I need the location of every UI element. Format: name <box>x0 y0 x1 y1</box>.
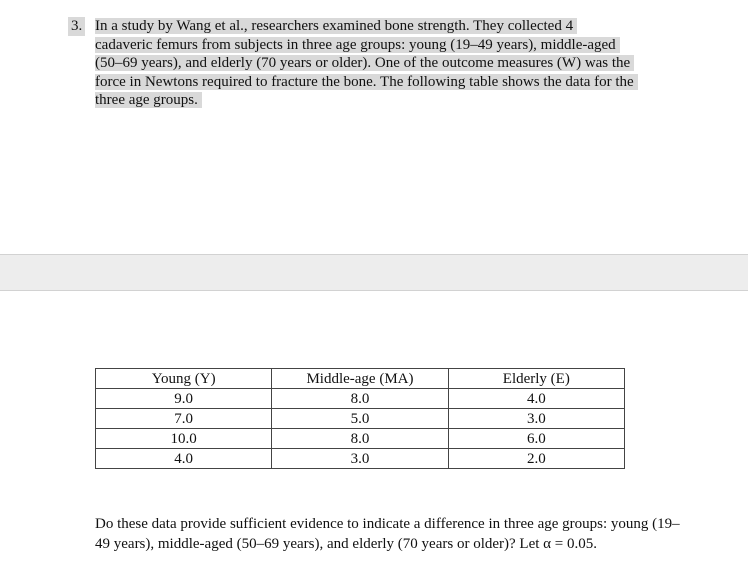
table-cell: 9.0 <box>96 389 272 409</box>
question-line <box>95 54 638 73</box>
question-line <box>95 36 638 55</box>
table-row <box>96 449 625 469</box>
table-cell: 2.0 <box>448 449 624 469</box>
table-row <box>96 389 625 409</box>
table-row <box>96 429 625 449</box>
data-table <box>95 368 625 469</box>
question-line-text: (50–69 years), and elderly (70 years or older). One of the outcome measures (W) was the <box>95 55 634 71</box>
table-cell: 4.0 <box>96 449 272 469</box>
table-row <box>96 409 625 429</box>
column-header-elderly: Elderly (E) <box>448 369 624 389</box>
table-cell: 10.0 <box>96 429 272 449</box>
table-cell: 4.0 <box>448 389 624 409</box>
table-cell: 6.0 <box>448 429 624 449</box>
question-line <box>95 17 638 36</box>
table-cell: 3.0 <box>448 409 624 429</box>
table-cell: 3.0 <box>272 449 448 469</box>
table-header-row <box>96 369 625 389</box>
question-line-text: cadaveric femurs from subjects in three age groups: young (19–49 years), middle-aged <box>95 37 620 53</box>
table-cell: 5.0 <box>272 409 448 429</box>
question-line-text: three age groups. <box>95 92 202 108</box>
column-header-young: Young (Y) <box>96 369 272 389</box>
column-header-middle-age: Middle-age (MA) <box>272 369 448 389</box>
page-break <box>0 254 748 291</box>
question-line <box>95 73 638 92</box>
table-cell: 8.0 <box>272 389 448 409</box>
question-line-text: force in Newtons required to fracture the bone. The following table shows the data for the <box>95 74 638 90</box>
question-paragraph[interactable] <box>95 17 638 110</box>
follow-up-question[interactable]: Do these data provide sufficient evidence to indicate a difference in three age groups: young (19–49 years), middle-aged (50–69 years), and elderly (70 years or older)? Let α = 0.05. <box>95 516 680 552</box>
table-cell: 8.0 <box>272 429 448 449</box>
question-number: 3. <box>68 17 85 36</box>
question-line <box>95 91 638 110</box>
table-cell: 7.0 <box>96 409 272 429</box>
question-line-text: In a study by Wang et al., researchers examined bone strength. They collected 4 <box>95 18 577 34</box>
